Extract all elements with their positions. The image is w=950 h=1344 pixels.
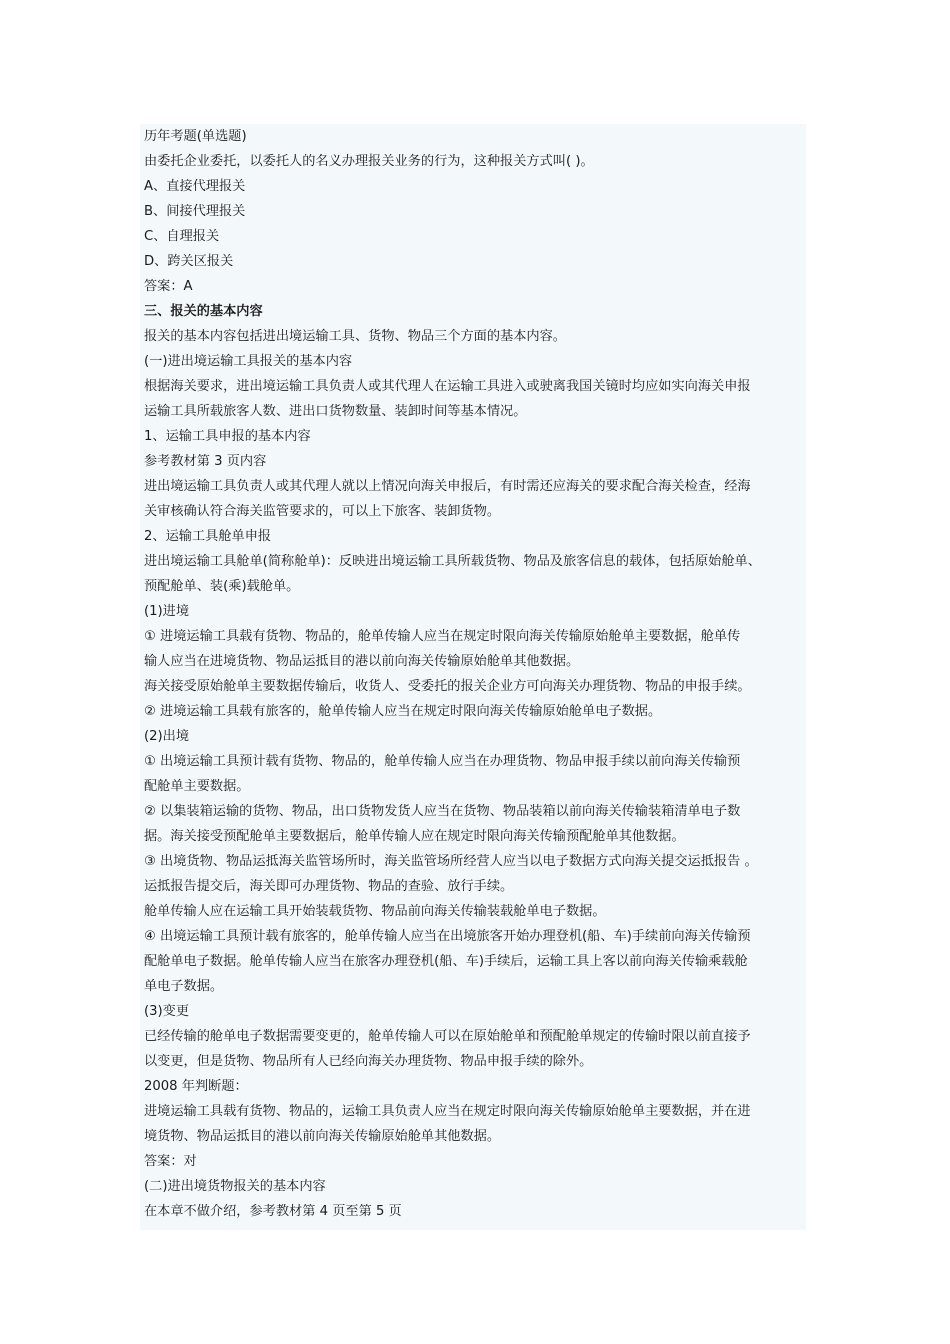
text-line: 以变更，但是货物、物品所有人已经向海关办理货物、物品申报手续的除外。 (144, 1054, 593, 1069)
text-line: 已经传输的舱单电子数据需要变更的，舱单传输人可以在原始舱单和预配舱单规定的传输时限以前直接予 (144, 1029, 751, 1044)
text-line: 运输工具所载旅客人数、进出口货物数量、装卸时间等基本情况。 (144, 404, 527, 419)
text-line: ① 进境运输工具载有货物、物品的，舱单传输人应当在规定时限向海关传输原始舱单主要数据，舱单传 (144, 629, 741, 644)
text-line: ④ 出境运输工具预计载有旅客的，舱单传输人应当在出境旅客开始办理登机(船、车)手续前向海关传输预 (144, 929, 751, 944)
text-line: A、直接代理报关 (144, 179, 246, 194)
text-line: D、跨关区报关 (144, 254, 234, 269)
text-line: ③ 出境货物、物品运抵海关监管场所时，海关监管场所经营人应当以电子数据方式向海关提交运抵报告 。 (144, 854, 758, 869)
text-line: (1)进境 (144, 604, 190, 619)
text-line: ② 以集装箱运输的货物、物品，出口货物发货人应当在货物、物品装箱以前向海关传输装箱清单电子数 (144, 804, 741, 819)
text-line: 配舱单主要数据。 (144, 779, 250, 794)
text-line: 答案：A (144, 279, 193, 294)
text-line: 根据海关要求，进出境运输工具负责人或其代理人在运输工具进入或驶离我国关镜时均应如实向海关申报 (144, 379, 751, 394)
text-line: 海关接受原始舱单主要数据传输后，收货人、受委托的报关企业方可向海关办理货物、物品的申报手续。 (144, 679, 751, 694)
text-line: 关审核确认符合海关监管要求的，可以上下旅客、装卸货物。 (144, 504, 501, 519)
text-line: (2)出境 (144, 729, 190, 744)
text-line: 单电子数据。 (144, 979, 224, 994)
text-line: 2、运输工具舱单申报 (144, 529, 272, 544)
text-line: (3)变更 (144, 1004, 190, 1019)
text-line: 运抵报告提交后，海关即可办理货物、物品的查验、放行手续。 (144, 879, 514, 894)
text-line: 报关的基本内容包括进出境运输工具、货物、物品三个方面的基本内容。 (144, 329, 566, 344)
text-line: 舱单传输人应在运输工具开始装载货物、物品前向海关传输装载舱单电子数据。 (144, 904, 606, 919)
text-line: (二)进出境货物报关的基本内容 (144, 1179, 326, 1194)
text-line: 预配舱单、装(乘)载舱单。 (144, 579, 300, 594)
text-line: 进出境运输工具舱单(简称舱单)：反映进出境运输工具所载货物、物品及旅客信息的载体，包括原始舱单、 (144, 554, 761, 569)
text-line: 据。海关接受预配舱单主要数据后，舱单传输人应在规定时限向海关传输预配舱单其他数据。 (144, 829, 685, 844)
text-line: 输人应当在进境货物、物品运抵目的港以前向海关传输原始舱单其他数据。 (144, 654, 580, 669)
section-heading: 三、报关的基本内容 (144, 304, 263, 319)
text-line: B、间接代理报关 (144, 204, 246, 219)
text-line: 2008 年判断题： (144, 1079, 248, 1094)
text-line: 进出境运输工具负责人或其代理人就以上情况向海关申报后，有时需还应海关的要求配合海关检查，经海 (144, 479, 751, 494)
text-line: 进境运输工具载有货物、物品的，运输工具负责人应当在规定时限向海关传输原始舱单主要数据，并在进 (144, 1104, 751, 1119)
text-line: 配舱单电子数据。舱单传输人应当在旅客办理登机(船、车)手续后，运输工具上客以前向海关传输乘载舱 (144, 954, 748, 969)
text-line: ② 进境运输工具载有旅客的，舱单传输人应当在规定时限向海关传输原始舱单电子数据。 (144, 704, 662, 719)
text-line: 历年考题(单选题) (144, 129, 247, 144)
text-line: 答案：对 (144, 1154, 197, 1169)
text-line: ① 出境运输工具预计载有货物、物品的，舱单传输人应当在办理货物、物品申报手续以前向海关传输预 (144, 754, 741, 769)
text-line: (一)进出境运输工具报关的基本内容 (144, 354, 353, 369)
text-line: 1、运输工具申报的基本内容 (144, 429, 311, 444)
text-line: 参考教材第 3 页内容 (144, 454, 267, 469)
text-line: 在本章不做介绍，参考教材第 4 页至第 5 页 (144, 1204, 402, 1219)
text-line: 由委托企业委托，以委托人的名义办理报关业务的行为，这种报关方式叫( )。 (144, 154, 594, 169)
text-line: C、自理报关 (144, 229, 220, 244)
text-line: 境货物、物品运抵目的港以前向海关传输原始舱单其他数据。 (144, 1129, 501, 1144)
document-content (140, 124, 806, 1230)
